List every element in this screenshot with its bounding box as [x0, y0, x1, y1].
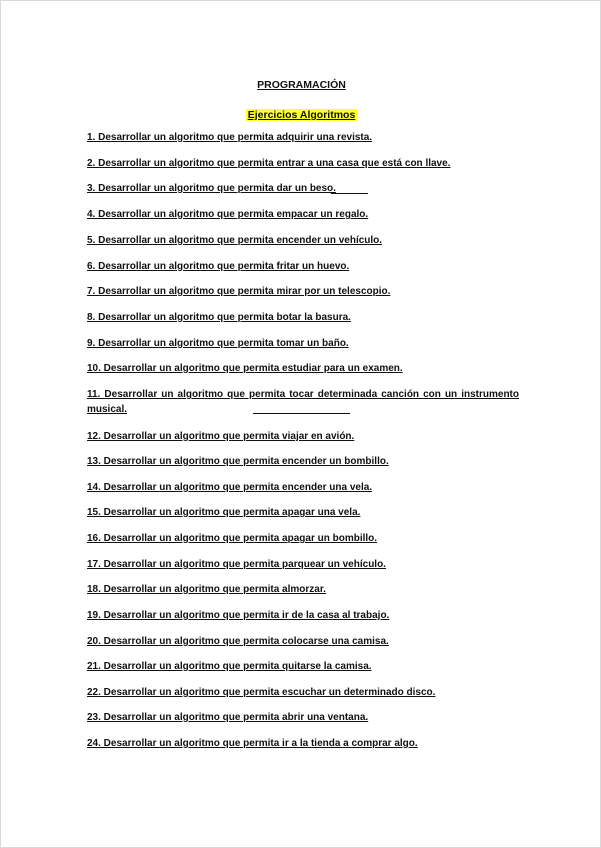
exercise-9: 9. Desarrollar un algoritmo que permita tomar un baño. — [87, 338, 349, 349]
exercise-19: 19. Desarrollar un algoritmo que permita ir de la casa al trabajo. — [87, 610, 390, 621]
exercise-1: 1. Desarrollar un algoritmo que permita adquirir una revista. — [87, 132, 373, 143]
exercise-21: 21. Desarrollar un algoritmo que permita quitarse la camisa. — [87, 661, 372, 672]
exercise-15: 15. Desarrollar un algoritmo que permita apagar una vela. — [87, 507, 361, 518]
exercise-23: 23. Desarrollar un algoritmo que permita abrir una ventana. — [87, 712, 369, 723]
exercise-17: 17. Desarrollar un algoritmo que permita parquear un vehículo. — [87, 559, 386, 570]
exercise-18: 18. Desarrollar un algoritmo que permita almorzar. — [87, 584, 326, 595]
exercise-13: 13. Desarrollar un algoritmo que permita encender un bombillo. — [87, 456, 389, 467]
exercise-20: 20. Desarrollar un algoritmo que permita colocarse una camisa. — [87, 636, 389, 647]
answer-blank-line — [331, 193, 368, 194]
exercise-4: 4. Desarrollar un algoritmo que permita empacar un regalo. — [87, 209, 369, 220]
page-title: PROGRAMACIÓN — [257, 79, 346, 91]
exercise-6: 6. Desarrollar un algoritmo que permita fritar un huevo. — [87, 261, 350, 272]
exercise-10: 10. Desarrollar un algoritmo que permita estudiar para un examen. — [87, 363, 403, 374]
exercise-14: 14. Desarrollar un algoritmo que permita encender una vela. — [87, 482, 373, 493]
exercise-24: 24. Desarrollar un algoritmo que permita ir a la tienda a comprar algo. — [87, 738, 418, 749]
exercise-8: 8. Desarrollar un algoritmo que permita botar la basura. — [87, 312, 351, 323]
exercise-22: 22. Desarrollar un algoritmo que permita escuchar un determinado disco. — [87, 687, 436, 698]
exercise-7: 7. Desarrollar un algoritmo que permita mirar por un telescopio. — [87, 286, 391, 297]
exercise-3: 3. Desarrollar un algoritmo que permita dar un beso. — [87, 183, 336, 194]
answer-blank-line — [253, 413, 350, 414]
exercise-2: 2. Desarrollar un algoritmo que permita entrar a una casa que está con llave. — [87, 158, 451, 169]
exercise-5: 5. Desarrollar un algoritmo que permita encender un vehículo. — [87, 235, 383, 246]
page-subtitle: Ejercicios Algoritmos — [247, 109, 356, 121]
exercise-12: 12. Desarrollar un algoritmo que permita viajar en avión. — [87, 431, 355, 442]
subtitle-container — [1, 105, 601, 123]
exercise-16: 16. Desarrollar un algoritmo que permita apagar un bombillo. — [87, 533, 378, 544]
exercise-11: 11. Desarrollar un algoritmo que permita tocar determinada canción con un instrumento musical. — [87, 389, 519, 415]
